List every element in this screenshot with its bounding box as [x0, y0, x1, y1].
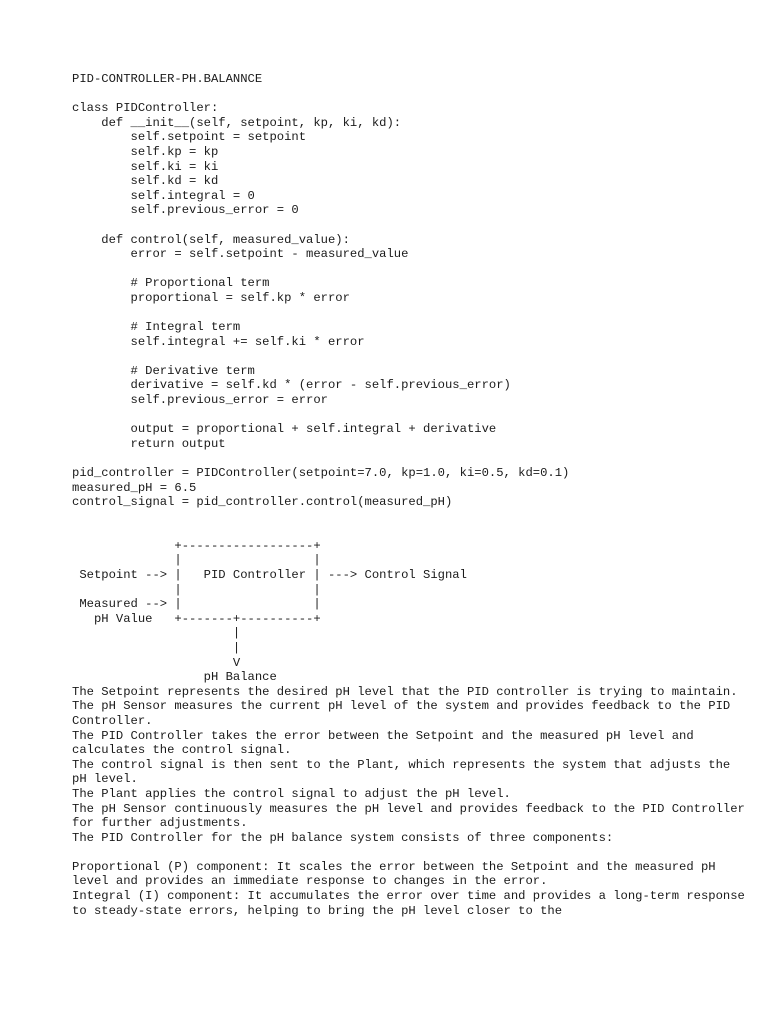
explanation-paragraph: The control signal is then sent to the Plant, which represents the system that adjusts the pH level. — [72, 757, 738, 787]
spacer — [72, 87, 752, 102]
document-title: PID-CONTROLLER-PH.BALANNCE — [72, 72, 263, 86]
document-page — [72, 72, 752, 918]
spacer — [72, 451, 752, 466]
code-block-usage: pid_controller = PIDController(setpoint=7.0, kp=1.0, ki=0.5, kd=0.1) measured_pH = 6.5 control_signal = pid_controller.control(measured_pH) — [72, 466, 570, 510]
component-paragraph: Proportional (P) component: It scales the error between the Setpoint and the measured pH level and provides an immediate response to changes in the error. — [72, 859, 723, 889]
ascii-diagram: +------------------+ | | Setpoint --> | PID Controller | ---> Control Signal | | Measured --> | | pH Value +-------+----------+ | | V pH Balance — [79, 538, 467, 685]
code-block-class: class PIDController: def __init__(self, setpoint, kp, ki, kd): self.setpoint = setpoint self.kp = kp self.ki = ki self.kd = kd self.integral = 0 self.previous_error = 0 def control(self, measured_value): error = self.setpoint - measured_value # Proportional term proportional = self.kp * error # Integral term self.integral += self.ki * error # Derivative term derivative = self.kd * (error - self.previous_error) self.previous_error = error output = proportional + self.integral + derivative return output — [72, 101, 511, 451]
explanation-section — [72, 685, 752, 846]
explanation-paragraph: The PID Controller takes the error between the Setpoint and the measured pH level and calculates the control signal. — [72, 728, 701, 758]
components-section — [72, 860, 752, 918]
explanation-paragraph: The pH Sensor measures the current pH level of the system and provides feedback to the PID Controller. — [72, 699, 738, 728]
component-paragraph: Integral (I) component: It accumulates the error over time and provides a long-term response to steady-state errors, helping to bring the pH level closer to the — [72, 889, 753, 918]
explanation-paragraph: The Setpoint represents the desired pH level that the PID controller is trying to maintain. — [72, 684, 738, 699]
explanation-paragraph: The PID Controller for the pH balance system consists of three components: — [72, 830, 614, 845]
explanation-paragraph: The pH Sensor continuously measures the pH level and provides feedback to the PID Controller for further adjustments. — [72, 801, 753, 831]
spacer — [72, 845, 752, 860]
explanation-paragraph: The Plant applies the control signal to adjust the pH level. — [72, 786, 511, 801]
